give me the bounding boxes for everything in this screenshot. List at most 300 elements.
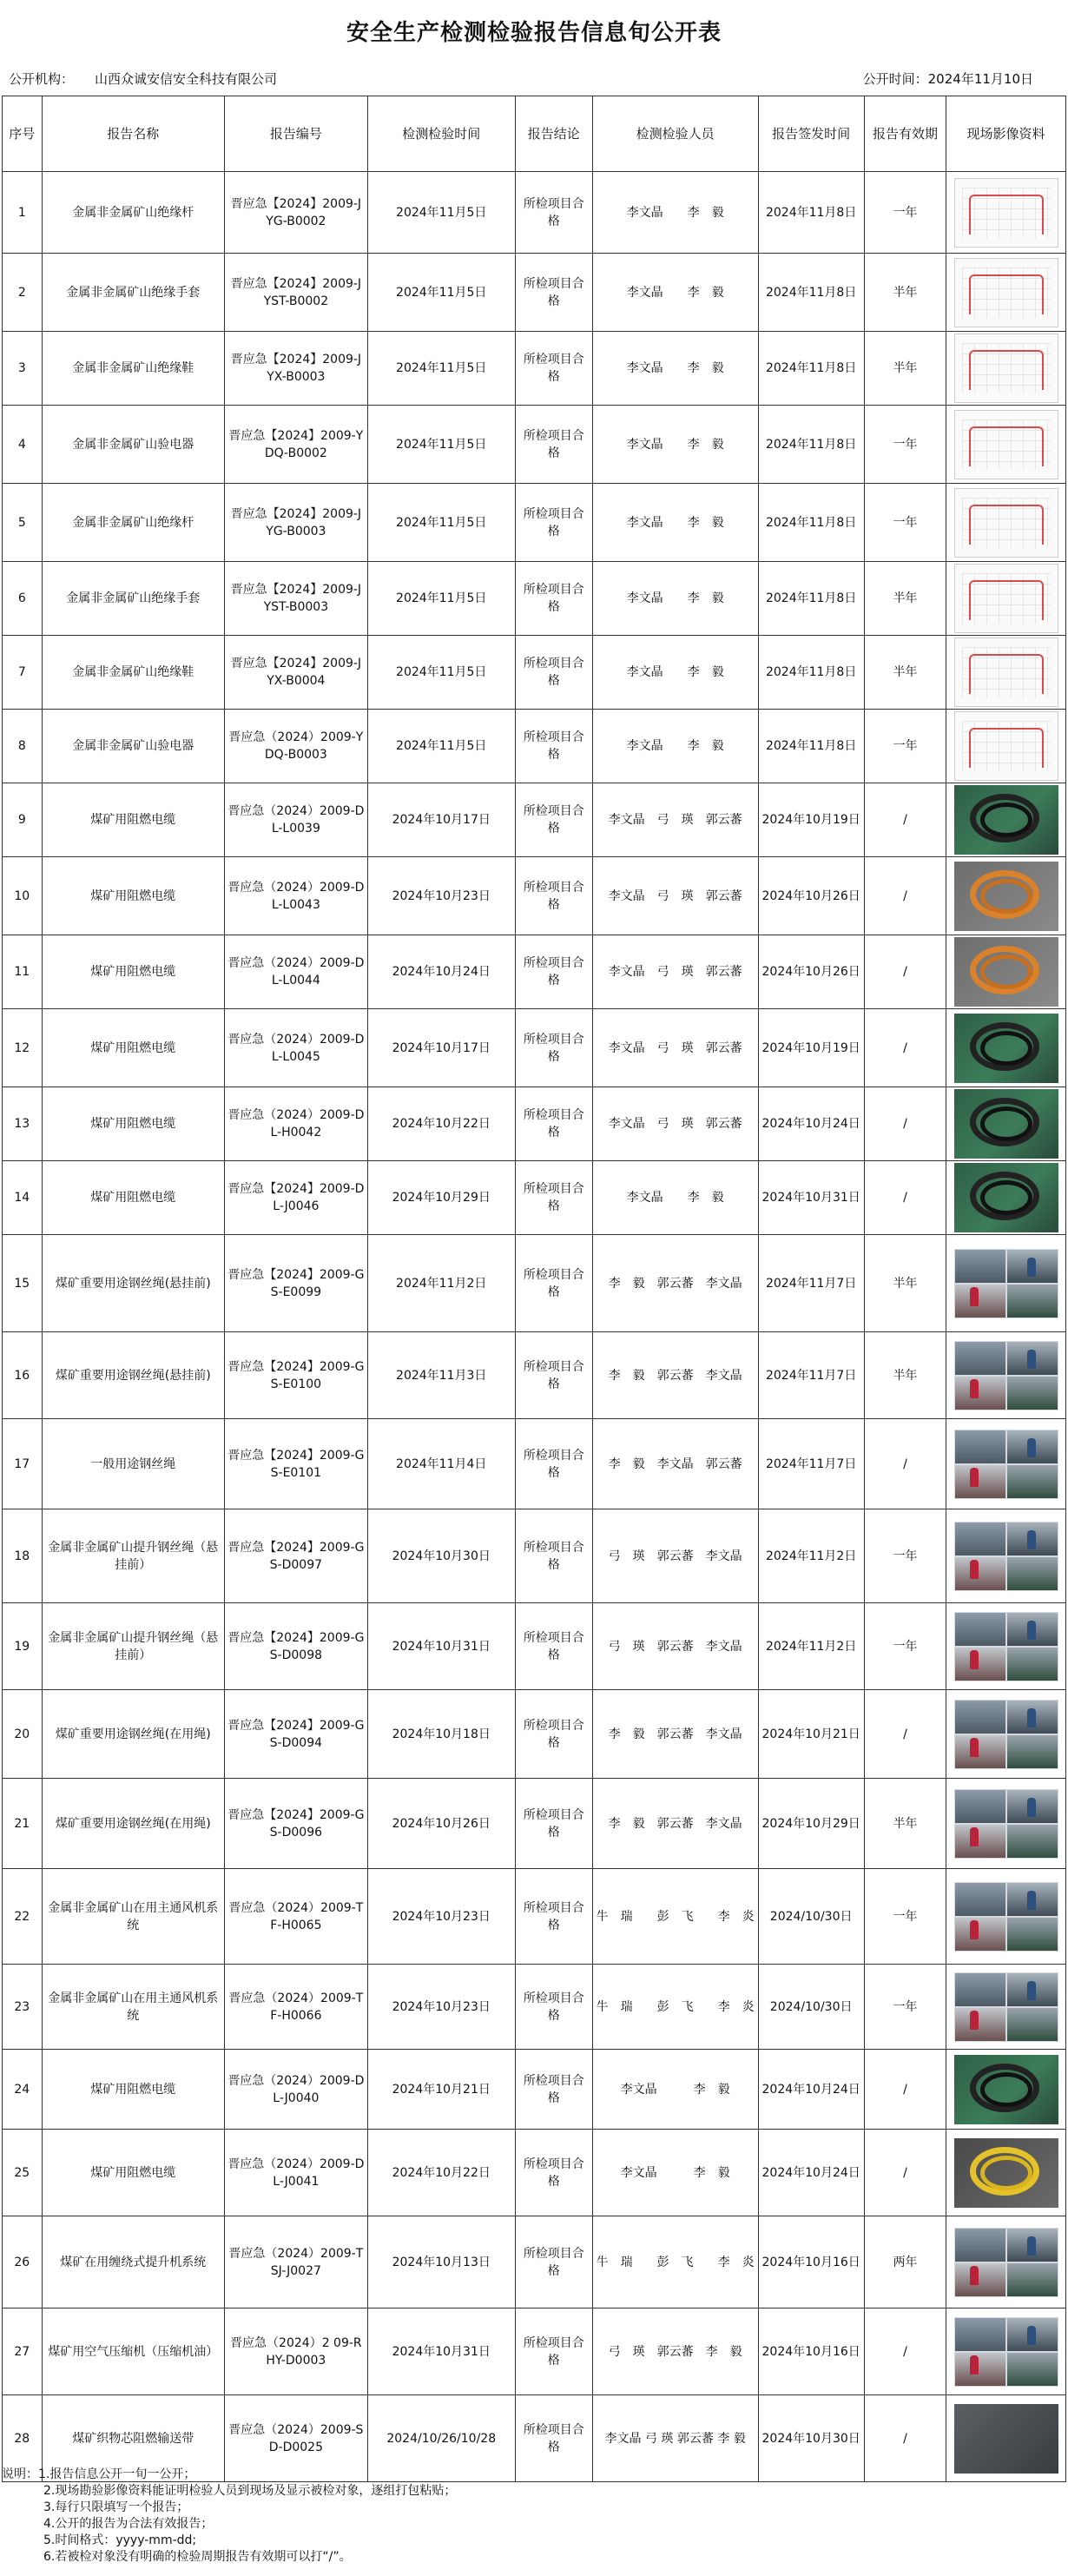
inspectors: 牛 瑞 彭 飞 李 炎 — [592, 2216, 758, 2308]
site-photo — [954, 1430, 1058, 1499]
site-photo-cell — [946, 935, 1066, 1009]
report-name: 煤矿用空气压缩机（压缩机油） — [42, 2308, 224, 2395]
inspection-date: 2024年10月29日 — [367, 1161, 515, 1235]
issue-date: 2024年10月16日 — [758, 2308, 864, 2395]
report-code: 晋应急【2024】2009-JYST-B0002 — [224, 254, 367, 332]
table-row — [3, 636, 1066, 710]
table-row — [3, 484, 1066, 562]
site-photo — [954, 564, 1058, 633]
report-name: 金属非金属矿山提升钢丝绳（悬挂前） — [42, 1603, 224, 1690]
col-header: 报告结论 — [515, 96, 592, 172]
validity: / — [864, 1087, 946, 1161]
inspectors: 李文晶 弓 瑛 郭云蕃 — [592, 1087, 758, 1161]
row-number: 3 — [3, 332, 43, 406]
col-header: 检测检验人员 — [592, 96, 758, 172]
site-photo — [954, 178, 1058, 248]
report-result: 所检项目合格 — [515, 710, 592, 783]
issue-date: 2024年11月2日 — [758, 1603, 864, 1690]
report-code: 晋应急（2024）2009-DL-J0041 — [224, 2130, 367, 2216]
col-header: 序号 — [3, 96, 43, 172]
time-value: 2024年11月10日 — [927, 71, 1033, 87]
site-photo-cell — [946, 783, 1066, 857]
site-photo — [954, 637, 1058, 707]
report-table — [2, 96, 1066, 2482]
report-name: 金属非金属矿山验电器 — [42, 406, 224, 484]
inspectors: 李文晶 弓 瑛 郭云蕃 李 毅 — [592, 2395, 758, 2482]
report-result: 所检项目合格 — [515, 1509, 592, 1603]
row-number: 11 — [3, 935, 43, 1009]
inspection-date: 2024年11月5日 — [367, 636, 515, 710]
site-photo — [954, 862, 1058, 931]
site-photo-cell — [946, 254, 1066, 332]
inspectors: 李文晶 李 毅 — [592, 2050, 758, 2130]
validity: / — [864, 1419, 946, 1509]
validity: 一年 — [864, 1603, 946, 1690]
report-code: 晋应急（2024）2 09-RHY-D0003 — [224, 2308, 367, 2395]
row-number: 8 — [3, 710, 43, 783]
inspectors: 李文晶 李 毅 — [592, 484, 758, 562]
row-number: 24 — [3, 2050, 43, 2130]
issue-date: 2024/10/30日 — [758, 1965, 864, 2050]
inspectors: 李文晶 李 毅 — [592, 406, 758, 484]
inspection-date: 2024年10月24日 — [367, 935, 515, 1009]
inspectors: 李文晶 李 毅 — [592, 254, 758, 332]
report-code: 晋应急【2024】2009-GS-D0097 — [224, 1509, 367, 1603]
report-result: 所检项目合格 — [515, 1419, 592, 1509]
inspection-date: 2024年11月5日 — [367, 254, 515, 332]
validity: 一年 — [864, 406, 946, 484]
report-code: 晋应急【2024】2009-JYG-B0002 — [224, 172, 367, 254]
site-photo-cell — [946, 1332, 1066, 1419]
report-code: 晋应急【2024】2009-JYST-B0003 — [224, 562, 367, 636]
row-number: 18 — [3, 1509, 43, 1603]
table-row — [3, 783, 1066, 857]
inspection-date: 2024年10月22日 — [367, 2130, 515, 2216]
report-result: 所检项目合格 — [515, 254, 592, 332]
table-row — [3, 2216, 1066, 2308]
validity: 半年 — [864, 636, 946, 710]
report-name: 煤矿用阻燃电缆 — [42, 857, 224, 935]
inspection-date: 2024/10/26/10/28 — [367, 2395, 515, 2482]
report-result: 所检项目合格 — [515, 1869, 592, 1965]
inspection-date: 2024年10月23日 — [367, 857, 515, 935]
report-result: 所检项目合格 — [515, 2395, 592, 2482]
inspectors: 李文晶 弓 瑛 郭云蕃 — [592, 1009, 758, 1087]
report-name: 金属非金属矿山绝缘杆 — [42, 484, 224, 562]
validity: / — [864, 2395, 946, 2482]
validity: 半年 — [864, 254, 946, 332]
row-number: 22 — [3, 1869, 43, 1965]
table-row — [3, 562, 1066, 636]
org-info — [9, 69, 277, 88]
inspectors: 牛 瑞 彭 飞 李 炎 — [592, 1965, 758, 2050]
row-number: 21 — [3, 1779, 43, 1869]
notes — [2, 2467, 1066, 2566]
site-photo-cell — [946, 1603, 1066, 1690]
inspectors: 李文晶 弓 瑛 郭云蕃 — [592, 935, 758, 1009]
table-row — [3, 254, 1066, 332]
report-code: 晋应急【2024】2009-JYX-B0004 — [224, 636, 367, 710]
validity: 一年 — [864, 1965, 946, 2050]
table-row — [3, 332, 1066, 406]
inspection-date: 2024年10月23日 — [367, 1965, 515, 2050]
issue-date: 2024年10月24日 — [758, 2050, 864, 2130]
inspectors: 李文晶 弓 瑛 郭云蕃 — [592, 857, 758, 935]
report-result: 所检项目合格 — [515, 562, 592, 636]
inspection-date: 2024年11月5日 — [367, 406, 515, 484]
table-body — [3, 172, 1066, 2482]
row-number: 9 — [3, 783, 43, 857]
report-result: 所检项目合格 — [515, 2216, 592, 2308]
site-photo — [954, 1163, 1058, 1232]
site-photo — [954, 2055, 1058, 2124]
inspection-date: 2024年11月4日 — [367, 1419, 515, 1509]
inspection-date: 2024年10月21日 — [367, 2050, 515, 2130]
site-photo-cell — [946, 1419, 1066, 1509]
inspectors: 李文晶 弓 瑛 郭云蕃 — [592, 783, 758, 857]
report-name: 金属非金属矿山绝缘鞋 — [42, 636, 224, 710]
site-photo — [954, 1014, 1058, 1083]
inspectors: 李 毅 郭云蕃 李文晶 — [592, 1690, 758, 1779]
report-code: 晋应急【2024】2009-JYX-B0003 — [224, 332, 367, 406]
table-row — [3, 1332, 1066, 1419]
inspection-date: 2024年10月31日 — [367, 1603, 515, 1690]
site-photo — [954, 410, 1058, 479]
issue-date: 2024年11月8日 — [758, 562, 864, 636]
validity: / — [864, 1009, 946, 1087]
col-header: 报告有效期 — [864, 96, 946, 172]
note-line: 2.现场勘验影像资料能证明检验人员到现场及显示被检对象，逐组打包粘贴； — [43, 2484, 457, 2498]
row-number: 25 — [3, 2130, 43, 2216]
report-result: 所检项目合格 — [515, 1009, 592, 1087]
site-photo — [954, 2317, 1058, 2387]
report-result: 所检项目合格 — [515, 2130, 592, 2216]
report-name: 金属非金属矿山提升钢丝绳（悬挂前） — [42, 1509, 224, 1603]
report-code: 晋应急（2024）2009-DL-L0039 — [224, 783, 367, 857]
validity: / — [864, 2308, 946, 2395]
site-photo-cell — [946, 406, 1066, 484]
report-name: 煤矿用阻燃电缆 — [42, 2130, 224, 2216]
issue-date: 2024年10月31日 — [758, 1161, 864, 1235]
report-code: 晋应急【2024】2009-YDQ-B0002 — [224, 406, 367, 484]
table-row — [3, 1161, 1066, 1235]
inspectors: 牛 瑞 彭 飞 李 炎 — [592, 1869, 758, 1965]
report-name: 煤矿用阻燃电缆 — [42, 2050, 224, 2130]
report-result: 所检项目合格 — [515, 1161, 592, 1235]
inspectors: 弓 瑛 郭云蕃 李 毅 — [592, 2308, 758, 2395]
inspection-date: 2024年11月5日 — [367, 710, 515, 783]
inspection-date: 2024年10月22日 — [367, 1087, 515, 1161]
report-code: 晋应急【2024】2009-DL-J0046 — [224, 1161, 367, 1235]
site-photo — [954, 785, 1058, 855]
row-number: 19 — [3, 1603, 43, 1690]
issue-date: 2024年11月2日 — [758, 1509, 864, 1603]
validity: 半年 — [864, 1332, 946, 1419]
row-number: 13 — [3, 1087, 43, 1161]
issue-date: 2024年11月8日 — [758, 406, 864, 484]
report-name: 煤矿用阻燃电缆 — [42, 783, 224, 857]
site-photo — [954, 1700, 1058, 1769]
issue-date: 2024年11月8日 — [758, 484, 864, 562]
report-result: 所检项目合格 — [515, 2308, 592, 2395]
site-photo-cell — [946, 636, 1066, 710]
validity: / — [864, 2050, 946, 2130]
report-result: 所检项目合格 — [515, 406, 592, 484]
report-result: 所检项目合格 — [515, 172, 592, 254]
inspectors: 李 毅 郭云蕃 李文晶 — [592, 1235, 758, 1332]
report-code: 晋应急（2024）2009-DL-L0044 — [224, 935, 367, 1009]
page-title: 安全生产检测检验报告信息旬公开表 — [346, 19, 722, 46]
report-code: 晋应急（2024）2009-SD-D0025 — [224, 2395, 367, 2482]
org-label: 公开机构： — [9, 71, 75, 87]
validity: 半年 — [864, 332, 946, 406]
inspection-date: 2024年10月18日 — [367, 1690, 515, 1779]
inspection-date: 2024年11月3日 — [367, 1332, 515, 1419]
issue-date: 2024年11月7日 — [758, 1419, 864, 1509]
report-result: 所检项目合格 — [515, 636, 592, 710]
col-header: 报告名称 — [42, 96, 224, 172]
report-result: 所检项目合格 — [515, 1965, 592, 2050]
note-line: 3.每行只限填写一个报告； — [43, 2500, 189, 2514]
site-photo-cell — [946, 484, 1066, 562]
report-result: 所检项目合格 — [515, 783, 592, 857]
report-name: 煤矿用阻燃电缆 — [42, 1087, 224, 1161]
report-name: 煤矿用阻燃电缆 — [42, 935, 224, 1009]
report-name: 煤矿用阻燃电缆 — [42, 1009, 224, 1087]
report-result: 所检项目合格 — [515, 1690, 592, 1779]
inspectors: 李文晶 李 毅 — [592, 332, 758, 406]
inspectors: 李文晶 李 毅 — [592, 1161, 758, 1235]
table-row — [3, 2050, 1066, 2130]
table-row — [3, 2308, 1066, 2395]
inspectors: 李文晶 李 毅 — [592, 562, 758, 636]
report-result: 所检项目合格 — [515, 484, 592, 562]
col-header: 现场影像资料 — [946, 96, 1066, 172]
site-photo — [954, 2228, 1058, 2297]
site-photo-cell — [946, 1869, 1066, 1965]
issue-date: 2024年10月26日 — [758, 857, 864, 935]
org-name: 山西众诚安信安全科技有限公司 — [95, 71, 278, 87]
site-photo — [954, 1972, 1058, 2042]
note-line: 说明：1.报告信息公开一旬一公开； — [2, 2467, 196, 2481]
report-name: 金属非金属矿山在用主通风机系统 — [42, 1965, 224, 2050]
report-name: 煤矿重要用途钢丝绳(在用绳) — [42, 1779, 224, 1869]
table-row — [3, 1690, 1066, 1779]
table-row — [3, 1509, 1066, 1603]
issue-date: 2024年11月7日 — [758, 1332, 864, 1419]
report-result: 所检项目合格 — [515, 1235, 592, 1332]
report-name: 金属非金属矿山在用主通风机系统 — [42, 1869, 224, 1965]
report-code: 晋应急【2024】2009-GS-D0094 — [224, 1690, 367, 1779]
report-name: 煤矿重要用途钢丝绳(悬挂前) — [42, 1332, 224, 1419]
validity: / — [864, 2130, 946, 2216]
validity: 半年 — [864, 562, 946, 636]
site-photo-cell — [946, 1965, 1066, 2050]
inspectors: 李文晶 李 毅 — [592, 636, 758, 710]
table-row — [3, 2130, 1066, 2216]
report-name: 金属非金属矿山绝缘杆 — [42, 172, 224, 254]
inspection-date: 2024年10月13日 — [367, 2216, 515, 2308]
inspectors: 弓 瑛 郭云蕃 李文晶 — [592, 1509, 758, 1603]
table-row — [3, 1603, 1066, 1690]
site-photo — [954, 334, 1058, 403]
table-row — [3, 1009, 1066, 1087]
site-photo-cell — [946, 2216, 1066, 2308]
inspectors: 弓 瑛 郭云蕃 李文晶 — [592, 1603, 758, 1690]
report-result: 所检项目合格 — [515, 935, 592, 1009]
row-number: 7 — [3, 636, 43, 710]
inspection-date: 2024年11月5日 — [367, 332, 515, 406]
validity: 两年 — [864, 2216, 946, 2308]
issue-date: 2024/10/30日 — [758, 1869, 864, 1965]
validity: 半年 — [864, 1779, 946, 1869]
row-number: 17 — [3, 1419, 43, 1509]
row-number: 27 — [3, 2308, 43, 2395]
report-code: 晋应急（2024）2009-DL-J0040 — [224, 2050, 367, 2130]
inspectors: 李 毅 郭云蕃 李文晶 — [592, 1779, 758, 1869]
issue-date: 2024年10月19日 — [758, 1009, 864, 1087]
table-row — [3, 710, 1066, 783]
row-number: 4 — [3, 406, 43, 484]
validity: / — [864, 857, 946, 935]
report-result: 所检项目合格 — [515, 1332, 592, 1419]
site-photo-cell — [946, 1235, 1066, 1332]
issue-date: 2024年10月16日 — [758, 2216, 864, 2308]
report-code: 晋应急（2024）2009-DL-H0042 — [224, 1087, 367, 1161]
report-code: 晋应急（2024）2009-TF-H0065 — [224, 1869, 367, 1965]
row-number: 28 — [3, 2395, 43, 2482]
inspection-date: 2024年10月31日 — [367, 2308, 515, 2395]
report-result: 所检项目合格 — [515, 1087, 592, 1161]
row-number: 1 — [3, 172, 43, 254]
report-code: 晋应急【2024】2009-GS-E0099 — [224, 1235, 367, 1332]
issue-date: 2024年10月26日 — [758, 935, 864, 1009]
table-row — [3, 1419, 1066, 1509]
inspection-date: 2024年10月23日 — [367, 1869, 515, 1965]
report-code: 晋应急（2024）2009-TF-H0066 — [224, 1965, 367, 2050]
issue-date: 2024年10月24日 — [758, 2130, 864, 2216]
issue-date: 2024年11月8日 — [758, 710, 864, 783]
site-photo — [954, 1522, 1058, 1591]
report-code: 晋应急（2024）2009-TSJ-J0027 — [224, 2216, 367, 2308]
validity: 一年 — [864, 710, 946, 783]
table-row — [3, 172, 1066, 254]
site-photo — [954, 1089, 1058, 1159]
row-number: 12 — [3, 1009, 43, 1087]
issue-date: 2024年10月21日 — [758, 1690, 864, 1779]
inspectors: 李 毅 郭云蕃 李文晶 — [592, 1332, 758, 1419]
issue-date: 2024年11月8日 — [758, 172, 864, 254]
time-label: 公开时间： — [862, 71, 928, 87]
report-result: 所检项目合格 — [515, 2050, 592, 2130]
report-name: 煤矿重要用途钢丝绳(悬挂前) — [42, 1235, 224, 1332]
site-photo — [954, 1882, 1058, 1952]
site-photo — [954, 711, 1058, 781]
inspection-date: 2024年11月5日 — [367, 484, 515, 562]
issue-date: 2024年10月29日 — [758, 1779, 864, 1869]
report-code: 晋应急（2024）2009-DL-L0043 — [224, 857, 367, 935]
site-photo — [954, 1612, 1058, 1681]
inspectors: 李文晶 李 毅 — [592, 172, 758, 254]
report-code: 晋应急【2024】2009-GS-E0101 — [224, 1419, 367, 1509]
note-line: 6.若被检对象没有明确的检验周期报告有效期可以打“/”。 — [43, 2550, 352, 2564]
table-row — [3, 935, 1066, 1009]
issue-date: 2024年10月19日 — [758, 783, 864, 857]
report-name: 金属非金属矿山绝缘手套 — [42, 562, 224, 636]
validity: 一年 — [864, 1509, 946, 1603]
inspection-date: 2024年10月17日 — [367, 783, 515, 857]
row-number: 2 — [3, 254, 43, 332]
report-code: 晋应急【2024】2009-GS-E0100 — [224, 1332, 367, 1419]
inspection-date: 2024年11月5日 — [367, 172, 515, 254]
note-line: 4.公开的报告为合法有效报告； — [43, 2517, 214, 2531]
issue-date: 2024年10月24日 — [758, 1087, 864, 1161]
report-code: 晋应急（2024）2009-DL-L0045 — [224, 1009, 367, 1087]
site-photo-cell — [946, 1690, 1066, 1779]
site-photo-cell — [946, 1161, 1066, 1235]
site-photo — [954, 488, 1058, 558]
site-photo-cell — [946, 172, 1066, 254]
table-row — [3, 1965, 1066, 2050]
site-photo-cell — [946, 1509, 1066, 1603]
report-name: 金属非金属矿山绝缘鞋 — [42, 332, 224, 406]
site-photo — [954, 937, 1058, 1007]
report-code: 晋应急（2024）2009-YDQ-B0003 — [224, 710, 367, 783]
site-photo-cell — [946, 2308, 1066, 2395]
inspection-date: 2024年10月26日 — [367, 1779, 515, 1869]
validity: / — [864, 935, 946, 1009]
site-photo-cell — [946, 1009, 1066, 1087]
col-header: 报告签发时间 — [758, 96, 864, 172]
report-result: 所检项目合格 — [515, 332, 592, 406]
validity: / — [864, 1690, 946, 1779]
site-photo — [954, 1341, 1058, 1410]
site-photo — [954, 1789, 1058, 1859]
site-photo-cell — [946, 2050, 1066, 2130]
table-row — [3, 1087, 1066, 1161]
row-number: 10 — [3, 857, 43, 935]
inspectors: 李文晶 李 毅 — [592, 2130, 758, 2216]
note-line: 5.时间格式：yyyy-mm-dd; — [43, 2533, 197, 2547]
issue-date: 2024年11月8日 — [758, 332, 864, 406]
inspectors: 李文晶 李 毅 — [592, 710, 758, 783]
validity: 半年 — [864, 1235, 946, 1332]
report-result: 所检项目合格 — [515, 1603, 592, 1690]
report-name: 金属非金属矿山验电器 — [42, 710, 224, 783]
row-number: 23 — [3, 1965, 43, 2050]
row-number: 26 — [3, 2216, 43, 2308]
report-name: 煤矿织物芯阻燃输送带 — [42, 2395, 224, 2482]
report-result: 所检项目合格 — [515, 857, 592, 935]
issue-date: 2024年11月8日 — [758, 254, 864, 332]
site-photo-cell — [946, 332, 1066, 406]
col-header: 检测检验时间 — [367, 96, 515, 172]
row-number: 6 — [3, 562, 43, 636]
site-photo-cell — [946, 562, 1066, 636]
row-number: 14 — [3, 1161, 43, 1235]
site-photo-cell — [946, 2130, 1066, 2216]
site-photo — [954, 2404, 1058, 2474]
site-photo-cell — [946, 710, 1066, 783]
validity: 一年 — [864, 1869, 946, 1965]
validity: / — [864, 1161, 946, 1235]
inspection-date: 2024年10月17日 — [367, 1009, 515, 1087]
issue-date: 2024年11月8日 — [758, 636, 864, 710]
validity: / — [864, 783, 946, 857]
site-photo-cell — [946, 1779, 1066, 1869]
table-row — [3, 857, 1066, 935]
site-photo — [954, 258, 1058, 327]
